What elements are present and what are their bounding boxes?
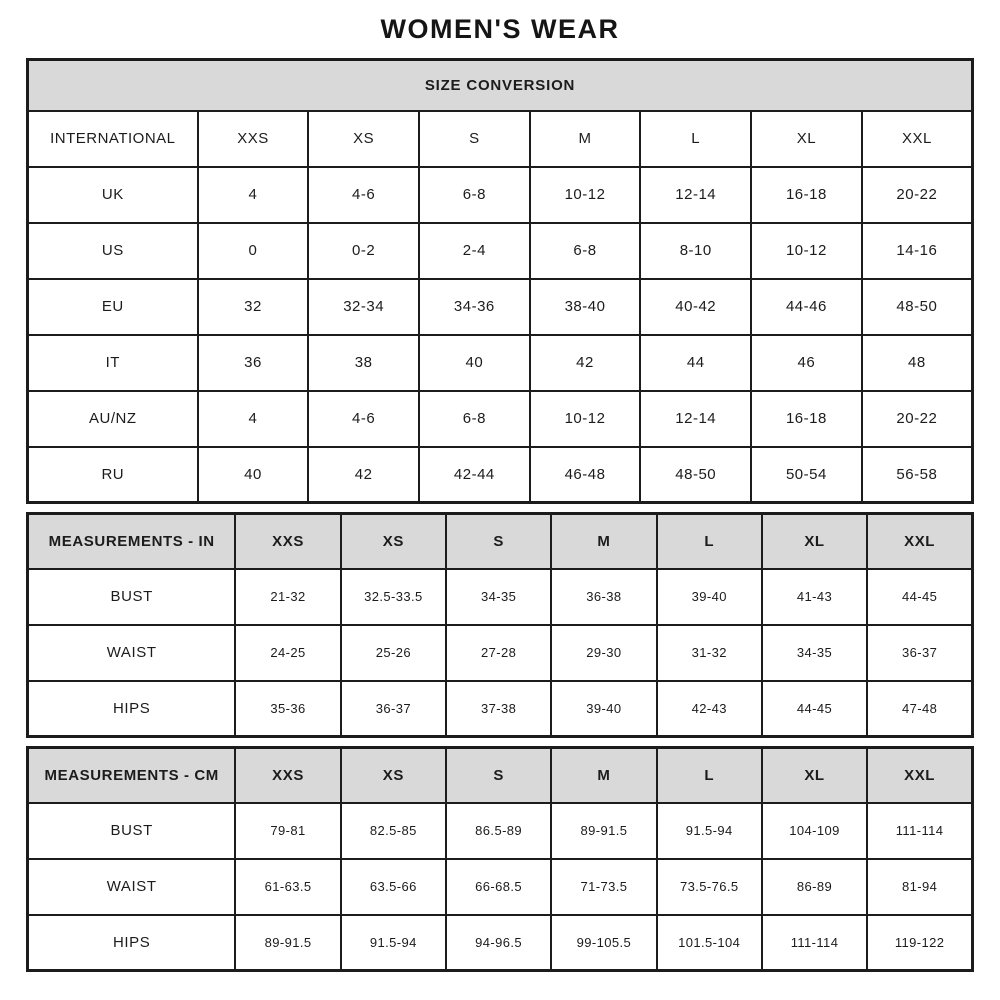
table-cell: 46-48 xyxy=(530,447,641,503)
table-cell: 35-36 xyxy=(235,681,340,737)
table-cell: 99-105.5 xyxy=(551,915,656,971)
table-row-eu xyxy=(28,279,973,335)
table-cell: 25-26 xyxy=(341,625,446,681)
table-cell: 36-37 xyxy=(867,625,972,681)
table-cell: 48-50 xyxy=(862,279,973,335)
table-header-row xyxy=(28,111,973,167)
table-cell: 20-22 xyxy=(862,167,973,223)
table-cell: 32.5-33.5 xyxy=(341,569,446,625)
size-header-xxl: XXL xyxy=(867,514,972,569)
table-cell: 12-14 xyxy=(640,167,751,223)
table-cell: 32-34 xyxy=(308,279,419,335)
table-cell: 61-63.5 xyxy=(235,859,340,915)
column-header-l: L xyxy=(640,111,751,167)
column-header-xxl: XXL xyxy=(862,111,973,167)
size-header-xxs: XXS xyxy=(235,748,340,803)
table-cell: 6-8 xyxy=(530,223,641,279)
table-cell: 50-54 xyxy=(751,447,862,503)
table-cell: 39-40 xyxy=(657,569,762,625)
table-cell: 56-58 xyxy=(862,447,973,503)
size-header-l: L xyxy=(657,514,762,569)
table-cell: 4-6 xyxy=(308,391,419,447)
size-header-xs: XS xyxy=(341,748,446,803)
page-title: WOMEN'S WEAR xyxy=(380,14,620,44)
table-cell: 91.5-94 xyxy=(341,915,446,971)
table-row-ru xyxy=(28,447,973,503)
table-header-row xyxy=(28,748,973,803)
table-cell: 36 xyxy=(198,335,309,391)
table-cell: 111-114 xyxy=(762,915,867,971)
table-cell: 34-36 xyxy=(419,279,530,335)
table-cell: 91.5-94 xyxy=(657,803,762,859)
table-row-bust-in xyxy=(28,569,973,625)
column-header-s: S xyxy=(419,111,530,167)
table-cell: 71-73.5 xyxy=(551,859,656,915)
size-conversion-table xyxy=(26,58,974,504)
row-label: BUST xyxy=(28,569,236,625)
column-header-international: INTERNATIONAL xyxy=(28,111,198,167)
column-header-xl: XL xyxy=(751,111,862,167)
table-cell: 21-32 xyxy=(235,569,340,625)
row-label: BUST xyxy=(28,803,236,859)
row-label: IT xyxy=(28,335,198,391)
size-header-m: M xyxy=(551,514,656,569)
table-row-bust-cm xyxy=(28,803,973,859)
table-cell: 46 xyxy=(751,335,862,391)
table-cell: 86-89 xyxy=(762,859,867,915)
table-cell: 44 xyxy=(640,335,751,391)
table-header-row xyxy=(28,514,973,569)
table-cell: 101.5-104 xyxy=(657,915,762,971)
table-cell: 38-40 xyxy=(530,279,641,335)
table-row-waist-in xyxy=(28,625,973,681)
table-cell: 63.5-66 xyxy=(341,859,446,915)
row-label: UK xyxy=(28,167,198,223)
table-cell: 0 xyxy=(198,223,309,279)
table-cell: 82.5-85 xyxy=(341,803,446,859)
table-cell: 8-10 xyxy=(640,223,751,279)
row-label: US xyxy=(28,223,198,279)
table-cell: 38 xyxy=(308,335,419,391)
table-cell: 36-37 xyxy=(341,681,446,737)
size-header-xl: XL xyxy=(762,748,867,803)
table-band-row xyxy=(28,60,973,111)
size-header-s: S xyxy=(446,748,551,803)
table-cell: 94-96.5 xyxy=(446,915,551,971)
table-cell: 42-43 xyxy=(657,681,762,737)
table-cell: 16-18 xyxy=(751,167,862,223)
table-cell: 44-45 xyxy=(762,681,867,737)
table-cell: 32 xyxy=(198,279,309,335)
table-cell: 39-40 xyxy=(551,681,656,737)
table-cell: 47-48 xyxy=(867,681,972,737)
table-cell: 104-109 xyxy=(762,803,867,859)
column-header-xxs: XXS xyxy=(198,111,309,167)
table-cell: 14-16 xyxy=(862,223,973,279)
column-header-xs: XS xyxy=(308,111,419,167)
table-cell: 40 xyxy=(198,447,309,503)
table-cell: 79-81 xyxy=(235,803,340,859)
measurements-cm-header: MEASUREMENTS - CM xyxy=(28,748,236,803)
table-cell: 4-6 xyxy=(308,167,419,223)
size-header-xs: XS xyxy=(341,514,446,569)
table-cell: 89-91.5 xyxy=(551,803,656,859)
row-label: HIPS xyxy=(28,681,236,737)
measurements-in-table xyxy=(26,512,974,738)
table-cell: 20-22 xyxy=(862,391,973,447)
measurements-in-header: MEASUREMENTS - IN xyxy=(28,514,236,569)
size-header-xxl: XXL xyxy=(867,748,972,803)
table-cell: 37-38 xyxy=(446,681,551,737)
size-header-s: S xyxy=(446,514,551,569)
row-label: WAIST xyxy=(28,859,236,915)
table-row-hips-in xyxy=(28,681,973,737)
table-cell: 36-38 xyxy=(551,569,656,625)
table-cell: 48-50 xyxy=(640,447,751,503)
table-cell: 86.5-89 xyxy=(446,803,551,859)
table-cell: 73.5-76.5 xyxy=(657,859,762,915)
row-label: EU xyxy=(28,279,198,335)
table-cell: 2-4 xyxy=(419,223,530,279)
table-cell: 31-32 xyxy=(657,625,762,681)
row-label: AU/NZ xyxy=(28,391,198,447)
measurements-cm-table xyxy=(26,746,974,972)
table-cell: 6-8 xyxy=(419,167,530,223)
size-header-l: L xyxy=(657,748,762,803)
table-cell: 44-46 xyxy=(751,279,862,335)
table-cell: 89-91.5 xyxy=(235,915,340,971)
table-cell: 40 xyxy=(419,335,530,391)
size-header-xl: XL xyxy=(762,514,867,569)
table-row-it xyxy=(28,335,973,391)
table-cell: 12-14 xyxy=(640,391,751,447)
table-cell: 10-12 xyxy=(751,223,862,279)
table-cell: 4 xyxy=(198,167,309,223)
table-cell: 66-68.5 xyxy=(446,859,551,915)
table-row-hips-cm xyxy=(28,915,973,971)
row-label: WAIST xyxy=(28,625,236,681)
table-row-uk xyxy=(28,167,973,223)
size-header-xxs: XXS xyxy=(235,514,340,569)
table-cell: 29-30 xyxy=(551,625,656,681)
table-cell: 48 xyxy=(862,335,973,391)
table-cell: 6-8 xyxy=(419,391,530,447)
table-cell: 81-94 xyxy=(867,859,972,915)
table-cell: 41-43 xyxy=(762,569,867,625)
table-row-us xyxy=(28,223,973,279)
table-cell: 34-35 xyxy=(762,625,867,681)
table-cell: 27-28 xyxy=(446,625,551,681)
table-cell: 44-45 xyxy=(867,569,972,625)
table-cell: 10-12 xyxy=(530,391,641,447)
table-cell: 24-25 xyxy=(235,625,340,681)
table-cell: 111-114 xyxy=(867,803,972,859)
table-cell: 42-44 xyxy=(419,447,530,503)
column-header-m: M xyxy=(530,111,641,167)
table-cell: 42 xyxy=(530,335,641,391)
table-cell: 10-12 xyxy=(530,167,641,223)
table-cell: 16-18 xyxy=(751,391,862,447)
table-cell: 119-122 xyxy=(867,915,972,971)
row-label: HIPS xyxy=(28,915,236,971)
row-label: RU xyxy=(28,447,198,503)
size-header-m: M xyxy=(551,748,656,803)
table-cell: 0-2 xyxy=(308,223,419,279)
table-cell: 4 xyxy=(198,391,309,447)
table-cell: 42 xyxy=(308,447,419,503)
table-cell: 34-35 xyxy=(446,569,551,625)
table-cell: 40-42 xyxy=(640,279,751,335)
table-row-aunz xyxy=(28,391,973,447)
table-row-waist-cm xyxy=(28,859,973,915)
size-conversion-header: SIZE CONVERSION xyxy=(28,60,973,111)
